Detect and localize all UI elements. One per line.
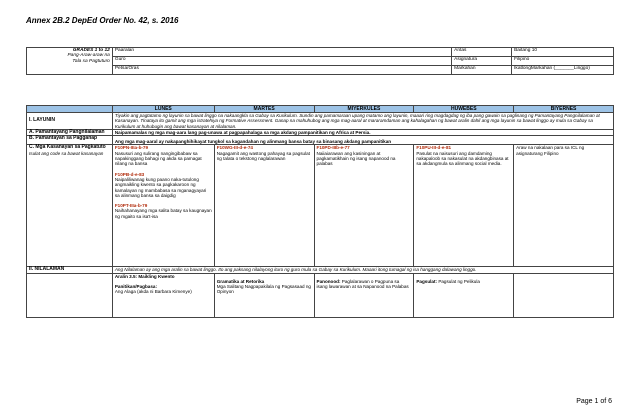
header-table	[26, 47, 614, 75]
asignatura-label: Asignatura	[452, 57, 512, 66]
kasanayan-label-cell	[27, 145, 113, 267]
corner-cell	[27, 106, 113, 113]
panitikan-label: Panitikan/Pagbasa:	[114, 284, 157, 290]
nilalaman-martes	[214, 273, 314, 317]
nilalaman-lunes	[112, 273, 214, 317]
pamantayang-pangnilalaman-text: Naipamamalas ng mga mag-aara lang pag-unawa at pagpapahalaga sa mga akdang pampanitikan ng Africa at Persia.	[112, 129, 613, 135]
gramatika-label: Gramatika at Retorika	[216, 278, 265, 284]
aralin-text: Ang Alaga (akda ni Barbara Kimenye)	[114, 289, 192, 295]
antas-label: Antas	[452, 48, 512, 57]
competency-code: F10PN-IIIa-b-79	[114, 145, 149, 151]
nilalaman-text: Ang Nilalaman ay ang mga aralin sa bawat linggo. Ito ang paksang nilalayong ituro ng guro mula sa Gabay sa Kurikulum. Maaari itong tumagal ng isa hanggang dalawang linggo.	[112, 267, 613, 273]
nilalaman-empty	[27, 273, 113, 317]
pamantayan-sa-pagganap-text: Ang mga mag-aaral ay nakapanghihikayat tungkol sa kagandahan ng alinmang bansa batay sa binasang akdang pampanitikan	[112, 136, 613, 145]
guro-label: Guro	[112, 57, 451, 66]
kasanayan-biyernes	[514, 145, 614, 267]
pagsulat-text: Pagsulat ng Pelikula	[438, 278, 480, 284]
tala-label: Tala sa Pagtuturo	[72, 58, 110, 64]
kasanayan-label: C. Mga Kasanayan sa Pagkatuto	[29, 144, 106, 151]
days-row	[27, 106, 614, 113]
competency-code: F10WG-III-d-e-74	[216, 145, 253, 151]
pagsulat-cell	[416, 279, 511, 284]
pagsulat-label: Pagsulat:	[416, 278, 438, 284]
competency-code: F10PD-IIIb-e-77	[316, 145, 350, 151]
pamantayang-pangnilalaman-label: A. Pamantayang Pangnilalaman	[27, 129, 113, 135]
competency-text: Pasulat na naisusuri ang damdaming nakapaloob sa nakasulat na akdangbinasa at sa akdangmula sa alinmang social media.	[416, 150, 509, 167]
kasanayan-martes	[214, 145, 314, 267]
day-martes: MARTES	[214, 106, 314, 113]
layunin-label: I. LAYUNIN	[27, 113, 113, 130]
grades-label: GRADES 1 to 12	[72, 48, 110, 53]
competency-text: Araw na nakalaan para sa ICL ng asignaturang Filipino	[516, 145, 585, 156]
gramatika-text: Mga Salitang Nagpapakilala ng Pagsasaad ng Opinyon	[216, 284, 311, 295]
day-lunes: LUNES	[112, 106, 214, 113]
markahan-value: IkatlongMarkahan (_______Linggo)	[512, 66, 614, 75]
petsa-label: Petsa/Oras	[112, 66, 451, 75]
grades-cell	[27, 48, 113, 75]
competency-code: F10PB-d-e-83	[114, 171, 145, 177]
antas-value: Baitang 10	[512, 48, 614, 57]
day-huwebes: HUWEBES	[414, 106, 514, 113]
pamantayan-sa-pagganap-label: B. Pamantayan sa Pagganap	[27, 136, 113, 145]
page-number: Page 1 of 6	[576, 398, 612, 405]
nilalaman-huwebes	[414, 273, 514, 317]
annex-title: Annex 2B.2 DepEd Order No. 42, s. 2016	[26, 16, 179, 25]
competency-text: Nagagamit ang wastong pahayag sa pagsulat ng talata o tekstong naglalarawan	[216, 150, 310, 162]
competency-text: Naihahanayang mga salita batay sa kaugnayan ng mgaito sa isa't-isa	[114, 208, 212, 219]
day-biyernes: BIYERNES	[514, 106, 614, 113]
asignatura-value: Filipino	[512, 57, 614, 66]
nilalaman-label: II. NILALAMAN	[27, 267, 113, 273]
pang-araw-label: Pang-Araw-araw na	[67, 53, 110, 59]
panonood-label: Panonood:	[316, 278, 341, 284]
layunin-text: Tiyakin ang pagtatamo ng layunin sa bawat linggo na nakaangkla sa Gabay sa Kurikulum. Sundin ang pamamaraan upang matamo ang layunin, maaari ring magdagdag ng iba pang gawain sa paglinang ng Pamantayang Pangnilalaman at Kasanayan. Tinataya ito gamit ang mga istratehiya ng Formative Assessment. Ganap na mahuhubog ang mga mag-aaral at mararamdaman ang kahalagahan ng bawat aralin dahil ang mga layunin sa bawat linggo ay mula sa Gabay sa Kurikulum at huhubugin ang bawat kasanayan at nilalaman.	[112, 113, 613, 130]
kasanayan-miyerkules	[314, 145, 414, 267]
day-miyerkules: MIYERKULES	[314, 106, 414, 113]
lesson-table	[26, 105, 614, 318]
kasanayan-sublabel: Isulat ang code sa bawat kasanayan	[29, 150, 104, 156]
kasanayan-lunes	[112, 145, 214, 267]
kasanayan-huwebes	[414, 145, 514, 267]
paaralan-label: Paaralan	[112, 48, 451, 57]
panonood-text: Paglalarawan o Pagpuna sa isang lawarawan at sa Napanood na Palabas	[316, 278, 409, 290]
competency-code: F10PT-IIIa-b-79	[114, 203, 148, 209]
competency-text: Naipaliliwanag kung paano naka-tutulong angmaikling kwento sa pagkakaroon ng kamalayan ng mambabasa sa mganagyayari sa alinmang bansa sa daigdig	[114, 176, 207, 198]
nilalaman-miyerkules	[314, 273, 414, 317]
competency-code: F10PU-III-d-e-81	[416, 145, 452, 151]
competency-text: Naiiaiarawan ang kasiningan at pagkamatikhain ng isang napanood na palabas	[316, 150, 396, 167]
markahan-label: Markahan	[452, 66, 512, 75]
nilalaman-biyernes	[514, 273, 614, 317]
aralin-title: Aralin 3.5: Maikling Kwento	[114, 273, 175, 279]
competency-text: Nasusuri ang sulirang nangingibabaw sa napakinggang bahagi ng akda sa pamagat nilang na bansa	[114, 150, 202, 167]
panonood-cell	[317, 279, 412, 290]
